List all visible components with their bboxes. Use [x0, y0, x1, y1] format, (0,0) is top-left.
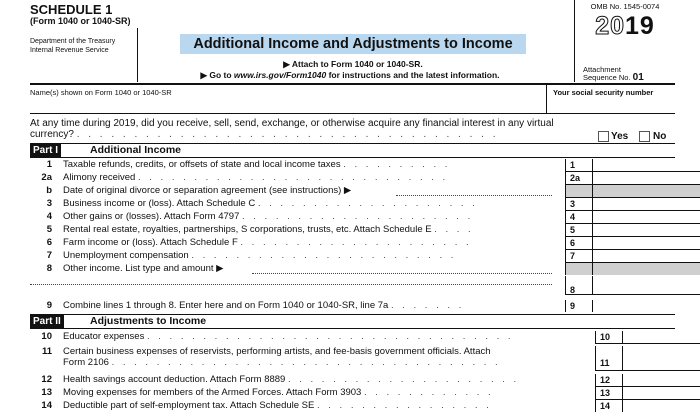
line-box: 14: [595, 400, 623, 412]
line-text-continued: Form 2106 . . . . . . . . . . . . . . . . . . . . . . . . . . . . . . . . . . .: [63, 357, 501, 368]
line-4-label: Other gains or (losses). Attach Form 4797: [63, 211, 240, 222]
line-14-label: Deductible part of self-employment tax. Attach Schedule SE: [63, 400, 315, 411]
line-8-amount[interactable]: [592, 276, 700, 295]
schedule-subtitle: (Form 1040 or 1040-SR): [30, 16, 131, 26]
divider: [546, 85, 547, 113]
line-6-label: Farm income or (loss). Attach Schedule F: [63, 237, 238, 248]
line-number: 5: [46, 224, 52, 235]
virtual-currency-question: At any time during 2019, did you receive, sell, send, exchange, or otherwise acquire any financial interest in any virtual currency? . . . . . . . . . . . . . . . . . . . . . . . . . . . . . . . . . . . . .: [30, 118, 554, 140]
line-8-continued: [30, 276, 700, 294]
line-2a-amount[interactable]: [592, 172, 700, 185]
line-text: Taxable refunds, credits, or offsets of state and local income taxes . . . . . . . . . .: [63, 159, 451, 170]
line-number: 6: [46, 237, 52, 248]
line-number: 13: [41, 387, 52, 398]
virtual-currency-text: At any time during 2019, did you receive, sell, send, exchange, or otherwise acquire any financial interest in any virtual currency?: [30, 118, 554, 140]
line-text: Deductible part of self-employment tax. Attach Schedule SE . . . . . . . . . . . . . . . .: [63, 400, 492, 411]
line-12-amount[interactable]: [622, 374, 700, 387]
part1-title: Additional Income: [90, 144, 182, 156]
line-text: Other income. List type and amount ▶: [63, 263, 224, 274]
irs-link[interactable]: www.irs.gov/Form1040: [233, 70, 327, 80]
line-box: 9: [565, 300, 593, 312]
line-text: Date of original divorce or separation agreement (see instructions) ▶: [63, 185, 352, 196]
line-box: 1: [565, 159, 593, 172]
rule: [30, 113, 675, 114]
part2-label: Part II: [30, 315, 64, 328]
line-box: 11: [595, 346, 623, 371]
omb-number: OMB No. 1545-0074: [590, 2, 660, 11]
line-text: Unemployment compensation . . . . . . . . . . . . . . . . . . . . . . . .: [63, 250, 457, 261]
line-number: 2a: [41, 172, 52, 183]
line-text: Farm income or (loss). Attach Schedule F . . . . . . . . . . . . . . . . . . . . .: [63, 237, 472, 248]
line-3-amount[interactable]: [592, 198, 700, 211]
line-1-amount[interactable]: [592, 159, 700, 172]
line-12-label: Health savings account deduction. Attach Form 8889: [63, 374, 286, 385]
sequence-label: Sequence No.: [583, 73, 631, 82]
line-text: Educator expenses . . . . . . . . . . . . . . . . . . . . . . . . . . . . . . . . .: [63, 331, 514, 342]
line-2b-shaded: [592, 185, 700, 198]
department-line-2: Internal Revenue Service: [30, 47, 109, 54]
line-box: [565, 185, 593, 198]
line-11: [30, 346, 700, 370]
line-box: [565, 263, 593, 275]
line-1: [30, 159, 700, 171]
line-box: 12: [595, 374, 623, 387]
line-box: 2a: [565, 172, 593, 185]
schedule-title: SCHEDULE 1: [30, 2, 113, 17]
other-income-type-field[interactable]: [252, 273, 552, 274]
attachment-sequence: [583, 66, 644, 82]
ssn-label: Your social security number: [553, 88, 654, 97]
line-12: [30, 374, 700, 386]
line-8-shaded: [592, 263, 700, 275]
line-5: [30, 224, 700, 236]
attach-instruction: ▶ Attach to Form 1040 or 1040-SR.: [283, 59, 423, 69]
line-10-amount[interactable]: [622, 331, 700, 344]
line-2a: [30, 172, 700, 184]
other-income-extra-field[interactable]: [30, 284, 552, 285]
part1-label: Part I: [30, 144, 61, 157]
sequence-number: 01: [632, 72, 644, 83]
line-number: 3: [46, 198, 52, 209]
line-6-amount[interactable]: [592, 237, 700, 250]
line-box: 8: [565, 276, 593, 295]
line-13: [30, 387, 700, 399]
line-9: [30, 300, 700, 312]
attachment-label: Attachment: [583, 65, 621, 74]
sequence-line: [583, 74, 644, 82]
names-label: Name(s) shown on Form 1040 or 1040-SR: [30, 88, 172, 97]
line-7: [30, 250, 700, 262]
line-6: [30, 237, 700, 249]
line-2a-label: Alimony received: [63, 172, 136, 183]
tax-year: [575, 12, 675, 41]
line-text: Certain business expenses of reservists, performing artists, and fee-basis government officials. Attach: [63, 346, 491, 357]
goto-instruction: [150, 70, 550, 81]
header-rule: [30, 83, 675, 85]
line-number: 11: [41, 346, 52, 357]
line-2b: [30, 185, 700, 197]
line-9-amount[interactable]: [592, 300, 700, 312]
line-13-label: Moving expenses for members of the Armed Forces. Attach Form 3903: [63, 387, 362, 398]
line-box: 10: [595, 331, 623, 344]
line-5-label: Rental real estate, royalties, partnerships, S corporations, trusts, etc. Attach Schedule E: [63, 224, 432, 235]
line-10-label: Educator expenses: [63, 331, 145, 342]
line-box: 13: [595, 387, 623, 400]
rule: [30, 328, 675, 329]
line-1-label: Taxable refunds, credits, or offsets of state and local income taxes: [63, 159, 341, 170]
line-number: 8: [46, 263, 52, 274]
part2-title: Adjustments to Income: [90, 315, 207, 327]
line-3: [30, 198, 700, 210]
line-number: 14: [41, 400, 52, 411]
line-text: Alimony received . . . . . . . . . . . . . . . . . . . . . . . . . . . .: [63, 172, 449, 183]
line-7-label: Unemployment compensation: [63, 250, 189, 261]
line-text: Other gains or (losses). Attach Form 4797 . . . . . . . . . . . . . . . . . . . . .: [63, 211, 474, 222]
ssn-field[interactable]: [550, 98, 670, 111]
line-5-amount[interactable]: [592, 224, 700, 237]
line-text: Rental real estate, royalties, partnerships, S corporations, trusts, etc. Attach Schedule E . . . .: [63, 224, 474, 235]
line-text: Combine lines 1 through 8. Enter here and on Form 1040 or 1040-SR, line 7a . . . . . . .: [63, 300, 465, 311]
goto-suffix: for instructions and the latest information.: [326, 70, 500, 80]
year-hollow: 20: [595, 12, 625, 40]
department-line-1: Department of the Treasury: [30, 38, 116, 45]
line-number: b: [46, 185, 52, 196]
line-14: [30, 400, 700, 412]
line-3-label: Business income or (loss). Attach Schedule C: [63, 198, 256, 209]
line-box: 3: [565, 198, 593, 211]
divider: [137, 28, 138, 82]
line-text: Business income or (loss). Attach Schedule C . . . . . . . . . . . . . . . . . . . .: [63, 198, 478, 209]
line-number: 12: [41, 374, 52, 385]
goto-prefix: ▶ Go to: [200, 70, 234, 80]
department-label: [30, 37, 115, 55]
yes-checkbox[interactable]: [598, 131, 609, 142]
line-11-label-continued: Form 2106: [63, 357, 109, 368]
line-13-amount[interactable]: [622, 387, 700, 400]
line-box: 4: [565, 211, 593, 224]
line-11-amount[interactable]: [622, 346, 700, 371]
line-7-amount[interactable]: [592, 250, 700, 263]
line-number: 10: [41, 331, 52, 342]
rule: [30, 157, 675, 158]
form-title: Additional Income and Adjustments to Income: [193, 36, 513, 52]
line-text: Moving expenses for members of the Armed Forces. Attach Form 3903 . . . . . . . . . . . .: [63, 387, 494, 398]
line-box: 5: [565, 224, 593, 237]
line-number: 1: [46, 159, 52, 170]
line-9-label: Combine lines 1 through 8. Enter here and on Form 1040 or 1040-SR, line 7a: [63, 300, 389, 311]
divorce-date-field[interactable]: [396, 195, 552, 196]
no-checkbox[interactable]: [639, 131, 650, 142]
line-box: 7: [565, 250, 593, 263]
line-text: Health savings account deduction. Attach Form 8889 . . . . . . . . . . . . . . . . . . . . .: [63, 374, 520, 385]
line-4: [30, 211, 700, 223]
line-4-amount[interactable]: [592, 211, 700, 224]
line-number: 4: [46, 211, 52, 222]
names-field[interactable]: [30, 98, 545, 111]
line-8: [30, 263, 700, 275]
line-number: 9: [46, 300, 52, 311]
yes-label: Yes: [611, 131, 629, 142]
year-solid: 19: [625, 12, 655, 40]
line-10: [30, 331, 700, 343]
line-number: 7: [46, 250, 52, 261]
line-14-amount[interactable]: [622, 400, 700, 412]
line-box: 6: [565, 237, 593, 250]
no-label: No: [653, 131, 667, 142]
